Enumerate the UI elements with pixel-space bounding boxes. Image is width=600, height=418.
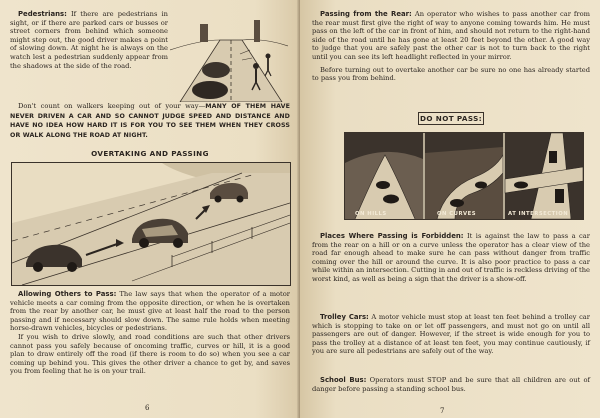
- forbidden-section: [312, 232, 590, 284]
- page-number-left: 6: [145, 404, 150, 412]
- do-not-pass-title: DO NOT PASS:: [420, 114, 482, 123]
- do-not-pass-drawing: [345, 133, 583, 219]
- pedestrians-heading: Pedestrians:: [18, 10, 67, 18]
- forbidden-body: It is against the law to pass a car from the rear on a hill or on a curve unless the operator has a clear view of the road far enough ahead to make sure he can pass without danger from traffic coming over the hill or around the curve. It is also poor practice to pass a car while within an intersection. Cutting in and out of traffic is reckless driving of the worst kind, as well as being a sign that the driver is a show-off.: [312, 232, 590, 283]
- pedestrians-illustration: [170, 10, 288, 102]
- allowing-body: The law says that when the operator of a motor vehicle meets a car coming from the opposite direction, or when he is overtaken from the rear by another car, he must give at least half the road to the person passing and if necessary should slow down. The same rule holds when meeting horse-drawn vehicles, bicycles or pedestrians.: [10, 290, 290, 333]
- panel-at-intersection: [505, 133, 583, 219]
- panel-label-intersection: AT INTERSECTION: [508, 211, 569, 217]
- right-page: [300, 0, 600, 418]
- passing-rear-paragraph: [312, 10, 590, 62]
- pedestrians-paragraph-2: [10, 102, 290, 140]
- overtaking-drawing: [12, 163, 290, 285]
- pedestrians-paragraph: [10, 10, 168, 70]
- pedestrians-section: [10, 10, 168, 70]
- overtaking-illustration: [11, 162, 291, 286]
- pedestrians-body: If there are pedestrians in sight, or if there are parked cars or busses or street corners from behind which someone might step out, the good driver makes a point of slowing down. At night he is always on the watch lest a pedestrian suddenly appear from the shadows at the side of the road.: [10, 10, 168, 70]
- pedestrians-warning: [10, 102, 290, 140]
- school-bus-section: [312, 376, 590, 393]
- do-not-pass-illustration: [344, 132, 584, 220]
- allowing-paragraph: [10, 290, 290, 333]
- trolley-paragraph: [312, 313, 590, 356]
- passing-rear-heading: Passing from the Rear:: [320, 10, 412, 18]
- panel-on-curves: [425, 133, 503, 219]
- school-bus-heading: School Bus:: [320, 376, 367, 384]
- allowing-heading: Allowing Others to Pass:: [18, 290, 117, 298]
- panel-on-hills: [345, 133, 423, 219]
- section-title-overtaking: OVERTAKING AND PASSING: [91, 149, 209, 158]
- passing-rear-paragraph-2: Before turning out to overtake another car be sure no one has already started to pass you from behind.: [312, 65, 590, 83]
- allowing-section: [10, 290, 290, 376]
- school-bus-paragraph: [312, 376, 590, 393]
- allowing-paragraph-2: If you wish to drive slowly, and road conditions are such that other drivers cannot pass you safely because of oncoming traffic, curves or hill, it is a good plan to draw entirely off the road (if there is room to do so) when you see a car coming up behind you. This gives the other driver a chance to get by, and saves you from feeling that he is on your trail.: [10, 332, 290, 376]
- forbidden-paragraph: [312, 232, 590, 284]
- trolley-section: [312, 313, 590, 356]
- trolley-heading: Trolley Cars:: [320, 313, 369, 321]
- forbidden-heading: Places Where Passing is Forbidden:: [320, 232, 464, 240]
- pedestrians-drawing: [170, 10, 288, 102]
- page-number-right: 7: [440, 407, 445, 415]
- school-bus-body: Operators must STOP and be sure that all children are out of danger before passing a standing school bus.: [312, 376, 590, 393]
- trolley-body: A motor vehicle must stop at least ten feet behind a trolley car which is stopping to take on or let off passengers, and must not go on until all passengers are out of danger. However, if the street is wide enough for you to pass the trolley at a distance of at least ten feet, you may continue cautiously, if you are sure all pedestrians are safely out of the way.: [312, 313, 590, 356]
- pedestrians-para2-intro: Don't count on walkers keeping out of your way—: [18, 102, 206, 110]
- panel-label-hills: ON HILLS: [355, 211, 387, 217]
- pedestrians-para2-caps: MANY OF THEM HAVE NEVER DRIVEN A CAR AND SO CANNOT JUDGE SPEED AND DISTANCE AND HAVE NO IDEA HOW HARD IT IS FOR YOU TO SEE THEM WHEN THEY CROSS OR WALK ALONG THE ROAD AT NIGHT.: [10, 103, 290, 139]
- passing-rear-section: [312, 10, 590, 83]
- panel-label-curves: ON CURVES: [437, 211, 477, 217]
- passing-rear-body: An operator who wishes to pass another car from the rear must first give the right of way to anyone coming towards him. He must pass on the left of the car in front of him, and should not return to the right-hand side of the road until he has gone at least 20 feet beyond the other. A good way to judge that you are safely past the other car is not to turn back to the right until you can see its left headlight reflected in your mirror.: [312, 10, 590, 61]
